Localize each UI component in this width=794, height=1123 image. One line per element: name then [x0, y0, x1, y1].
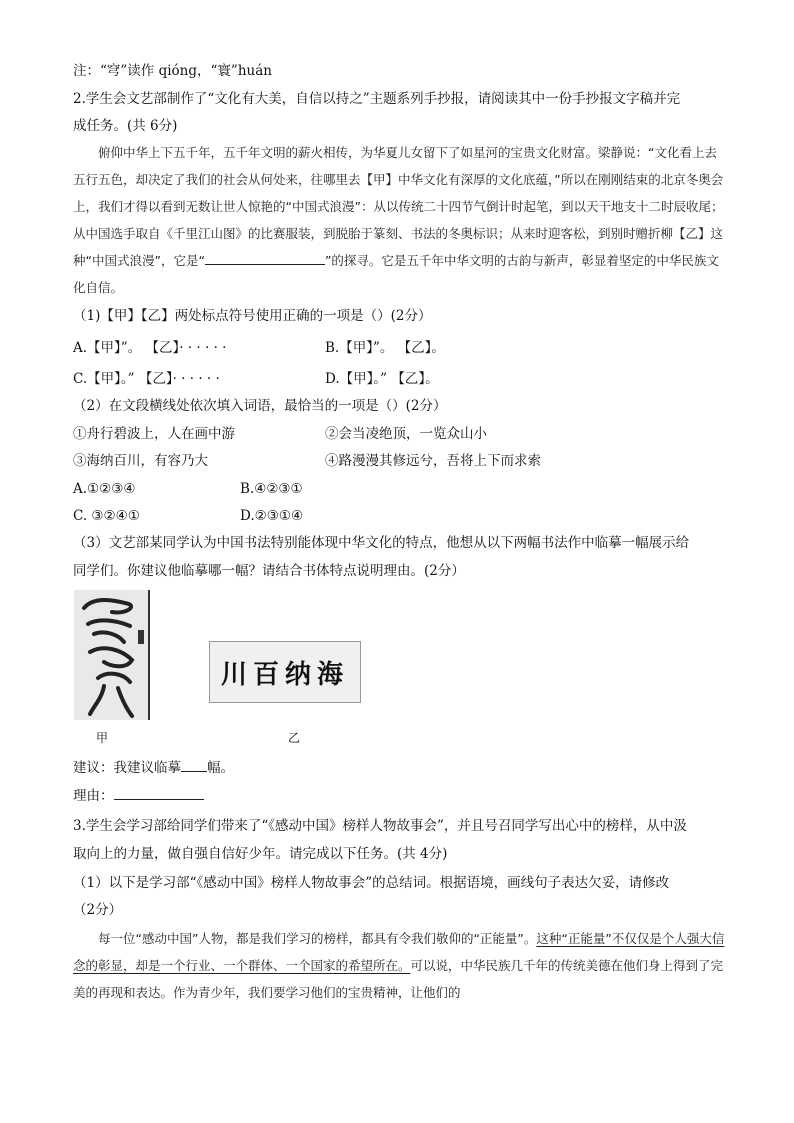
q3-intro-line2: 取向上的力量，做自强自信好少年。请完成以下任务。(共 4分) — [73, 846, 448, 862]
suggestion-blank[interactable] — [181, 757, 207, 772]
q3-passage-underlined-sentence: 这种“正能量”不仅仅是个人强大信念的彰显，却是一个行业、一个群体、一个国家的希望所在。 — [73, 931, 725, 973]
q2-sub1-option-b[interactable]: B.【甲】”。 【乙】。 — [325, 340, 445, 356]
q2-sub1-option-c[interactable]: C.【甲】。” 【乙】· · · · · · — [73, 371, 220, 387]
q3-intro-line1: 3.学生会学习部给同学们带来了“《感动中国》榜样人物故事会”，并且号召同学写出心中的榜样，从中汲 — [73, 818, 687, 834]
calligraphy-image-a — [74, 590, 150, 720]
clerical-script-text: 川百纳海 — [220, 660, 349, 690]
image-a-label: 甲 — [96, 731, 109, 745]
q2-sub2-item4: ④路漫漫其修远兮，吾将上下而求索 — [325, 453, 541, 469]
q2-sub1-option-d[interactable]: D.【甲】。” 【乙】。 — [325, 371, 439, 387]
q2-intro-line2: 成任务。(共 6分) — [73, 118, 178, 134]
q3-sub1-line2: （2分） — [73, 902, 123, 918]
cursive-calligraphy-icon — [74, 590, 148, 720]
suggestion-suffix: 幅。 — [207, 760, 234, 776]
q2-sub3-question-line1: （3）文艺部某同学认为中国书法特别能体现中华文化的特点，他想从以下两幅书法作中临摹一幅展示给 — [73, 535, 690, 551]
q3-passage-plain1: 每一位“感动中国”人物，都是我们学习的榜样，都具有令我们敬仰的“正能量”。 — [98, 931, 537, 946]
reason-line — [73, 785, 204, 806]
q2-sub2-option-d[interactable]: D.②③①④ — [240, 508, 304, 524]
pronunciation-note: 注：“穹”读作 qióng，“寰”huán — [73, 63, 272, 79]
calligraphy-image-b — [209, 641, 361, 703]
q2-passage-part1: 俯仰中华上下五千年，五千年文明的薪火相传，为华夏儿女留下了如星河的宝贵文化财富。梁静说：“文化看上去五行五色，却决定了我们的社会从何处来，往哪里去【甲】中华文化有深厚的文化底蕴，”所以在刚刚结束的北京冬奥会上，我们才得以看到无数让世人惊艳的“中国式浪漫”：从以传统二十四节气倒计时起笔，到以天干地支十二时辰收尾；从中国选手取自《千里江山图》的比赛服装，到脱胎于篆刻、书法的冬奥标识；从来时迎客松，到别时赠折柳【乙】这种“中国式浪漫”，它是“ — [73, 145, 724, 268]
q2-sub2-option-a[interactable]: A.①②③④ — [73, 481, 136, 497]
q2-sub1-question: （1)【甲】【乙】两处标点符号使用正确的一项是（）(2分） — [73, 308, 432, 324]
q2-sub2-item3: ③海纳百川，有容乃大 — [73, 453, 208, 469]
suggestion-line — [73, 757, 234, 778]
q2-sub2-item2: ②会当凌绝顶，一览众山小 — [325, 426, 487, 442]
reason-blank[interactable] — [114, 785, 204, 800]
q2-sub2-question: （2）在文段横线处依次填入词语，最恰当的一项是（）(2分） — [73, 398, 447, 414]
q3-passage — [73, 925, 725, 1006]
image-b-label: 乙 — [288, 731, 301, 745]
suggestion-label: 建议：我建议临摹 — [73, 760, 181, 776]
q3-passage-plain2: 可以说，中华民族几千年的传统美德在他们身上得到了完美的再现和表达。作为青少年，我们要学习他们的宝贵精神，让他们的 — [73, 958, 724, 1000]
q2-sub2-option-c[interactable]: C. ③②④① — [73, 508, 140, 524]
q2-sub2-item1: ①舟行碧波上，人在画中游 — [73, 426, 235, 442]
q2-intro-line1: 2.学生会文艺部制作了“文化有大美，自信以持之”主题系列手抄报，请阅读其中一份手抄报文字稿并完 — [73, 91, 681, 107]
q2-sub3-question-line2: 同学们。你建议他临摹哪一幅？请结合书体特点说明理由。(2分） — [73, 563, 465, 579]
reason-label: 理由： — [73, 788, 114, 804]
q2-passage — [73, 139, 725, 301]
fill-blank[interactable] — [205, 250, 325, 265]
q2-passage-part2: ”的探寻。它是五千年中华文明的古韵与新声，彰显着坚定的中华民族文化自信。 — [73, 253, 719, 295]
q2-sub1-option-a[interactable]: A.【甲】”。 【乙】· · · · · · — [73, 340, 227, 356]
q2-sub2-option-b[interactable]: B.④②③① — [240, 481, 303, 497]
q3-sub1-line1: （1）以下是学习部“《感动中国》榜样人物故事会”的总结词。根据语境，画线句子表达欠妥，请修改 — [73, 875, 670, 891]
